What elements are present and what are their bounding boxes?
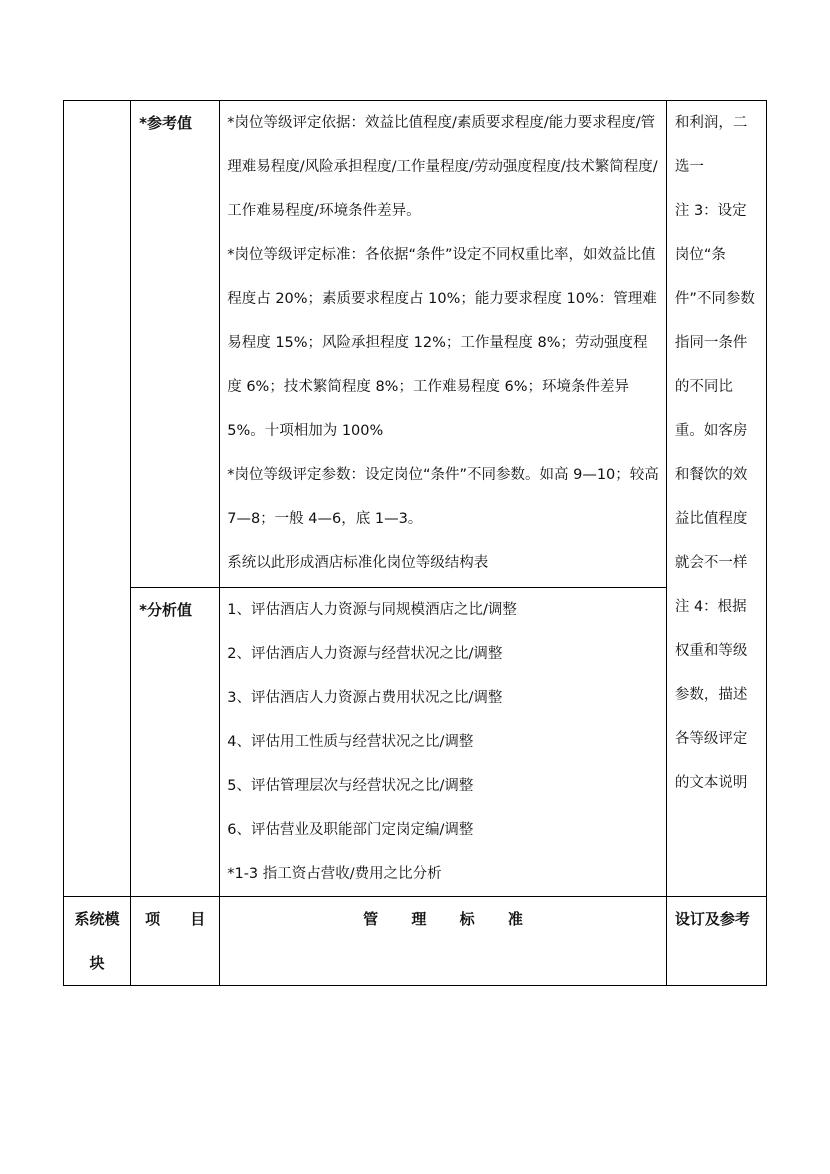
note-line: 和利润，二选一 [674,115,748,175]
analysis-line: 6、评估营业及职能部门定岗定编/调整 [227,822,474,838]
item-header [131,897,220,986]
reference-row [64,101,767,588]
note-line: 注 4：根据权重和等级参数，描述各等级评定的文本说明 [674,599,748,791]
module-header: 系统模块 [64,897,131,986]
analysis-line: 3、评估酒店人力资源占费用状况之比/调整 [227,690,503,706]
design-reference-header: 设订及参考 [666,897,766,986]
analysis-line: 1、评估酒店人力资源与同规模酒店之比/调整 [227,602,517,618]
module-cell-empty [64,101,131,897]
reference-line: 系统以此形成酒店标准化岗位等级结构表 [227,555,489,571]
standard-header-char: 理 [411,910,427,928]
analysis-label: *分析值 [131,588,220,897]
header-footer-row [64,897,767,986]
analysis-line: 4、评估用工性质与经营状况之比/调整 [227,734,474,750]
reference-line: *岗位等级评定标准：各依据“条件”设定不同权重比率，如效益比值程度占 20%；素质要求程度占 10%；能力要求程度 10%：管理难易程度 15%；风险承担程度 12%；工作量程度 8%；劳动强度程度 6%；技术繁简程度 8%；工作难易程度 6%；环境条件差异 5%。十项相加为 100% [227,247,657,439]
standard-header-char: 准 [507,910,523,928]
analysis-content [220,588,667,897]
standard-header-char: 管 [363,910,379,928]
management-standard-table [63,100,767,986]
analysis-line: 5、评估管理层次与经营状况之比/调整 [227,778,474,794]
item-header-char: 项 [145,910,161,928]
reference-line: *岗位等级评定参数：设定岗位“条件”不同参数。如高 9—10；较高 7—8；一般 4—6，底 1—3。 [227,467,659,527]
reference-content [220,101,667,588]
standard-header-char: 标 [459,910,475,928]
item-header-char: 目 [190,910,206,928]
analysis-line: 2、评估酒店人力资源与经营状况之比/调整 [227,646,503,662]
notes-cell [666,101,766,897]
reference-line: *岗位等级评定依据：效益比值程度/素质要求程度/能力要求程度/管理难易程度/风险承担程度/工作量程度/劳动强度程度/技术繁简程度/工作难易程度/环境条件差异。 [227,115,658,219]
analysis-line: *1-3 指工资占营收/费用之比分析 [227,866,442,882]
standard-header [220,897,667,986]
reference-label: *参考值 [131,101,220,588]
analysis-row [64,588,767,897]
note-line: 注 3：设定岗位“条件”不同参数指同一条件的不同比重。如客房和餐饮的效益比值程度就会不一样 [674,203,755,571]
